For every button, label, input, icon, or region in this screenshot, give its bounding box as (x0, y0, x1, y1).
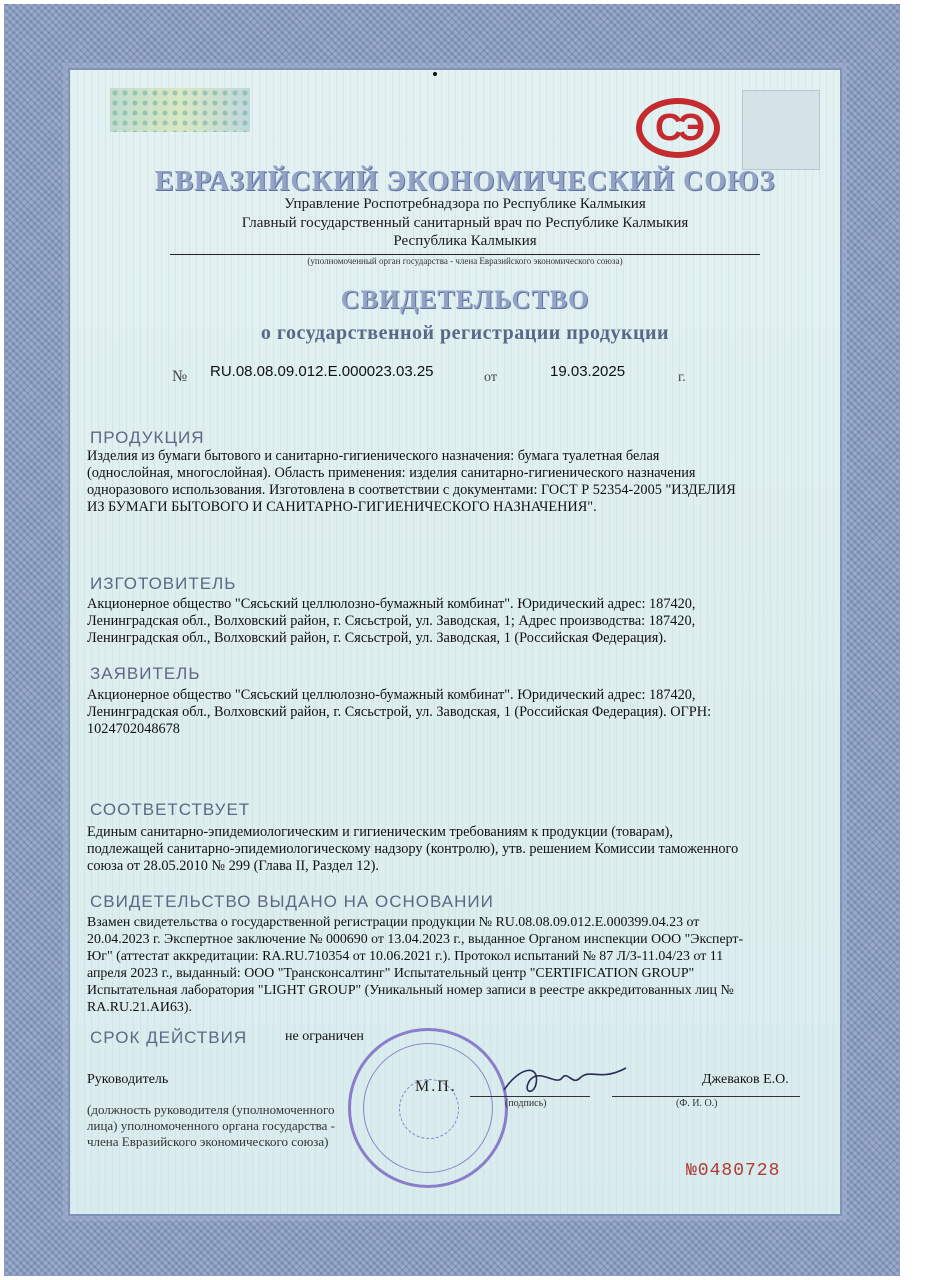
signer-name: Джеваков Е.О. (702, 1072, 789, 1087)
name-line (612, 1096, 800, 1097)
manufacturer-text (87, 596, 817, 647)
applicant-line: Акционерное общество "Сясьский целлюлозно-бумажный комбинат". Юридический адрес: 187420, (87, 687, 696, 703)
basis-line: Испытательная лаборатория "LIGHT GROUP" (Уникальный номер записи в реестре аккредитованных лиц № (87, 983, 734, 998)
basis-line: 20.04.2023 г. Экспертное заключение № 000690 от 13.04.2023 г., выданное Органом инспекции ООО "Эксперт- (87, 932, 744, 947)
certificate-title: СВИДЕТЕЛЬСТВО (340, 285, 590, 314)
hologram (110, 88, 250, 132)
role-note (87, 1102, 427, 1150)
corner-field (742, 90, 820, 170)
signer-role: Руководитель (87, 1072, 169, 1087)
authority-line-1: Управление Роспотребнадзора по Республике Калмыкия (284, 196, 646, 212)
manufacturer-heading: ИЗГОТОВИТЕЛЬ (90, 574, 237, 593)
authority-note: (уполномоченный орган государства - члена Евразийского экономического союза) (307, 256, 623, 266)
authority-rule (170, 254, 760, 255)
conforms-heading: СООТВЕТСТВУЕТ (90, 800, 251, 819)
product-text (87, 448, 817, 516)
signature-line (470, 1096, 590, 1097)
role-note-line: (должность руководителя (уполномоченного (87, 1102, 335, 1117)
authority-line-2: Главный государственный санитарный врач по Республике Калмыкия (241, 215, 689, 231)
applicant-text (87, 687, 817, 738)
basis-line: Юг" (аттестат аккредитации: RA.RU.710354 от 10.06.2021 г.). Протокол испытаний № 87 Л/З-11.04/23 от 11 (87, 949, 724, 964)
date-prefix: от (484, 370, 497, 385)
role-note-line: лица) уполномоченного органа государства - (87, 1118, 335, 1133)
serial-number: №0480728 (686, 1161, 781, 1181)
stamp-label: М.П. (415, 1078, 457, 1095)
product-line: ИЗ БУМАГИ БЫТОВОГО И САНИТАРНО-ГИГИЕНИЧЕСКОГО НАЗНАЧЕНИЯ". (87, 499, 597, 515)
basis-line: Взамен свидетельства о государственной регистрации продукции № RU.08.08.09.012.Е.000399.04.23 от (87, 915, 700, 930)
date-suffix: г. (678, 370, 686, 385)
signature-caption: (подпись) (505, 1098, 547, 1109)
union-title: ЕВРАЗИЙСКИЙ ЭКОНОМИЧЕСКИЙ СОЮЗ (154, 166, 776, 197)
product-line: Изделия из бумаги бытового и санитарно-гигиенического назначения: бумага туалетная белая (87, 448, 660, 464)
number-sign: № (172, 368, 188, 385)
basis-text (87, 914, 832, 1016)
validity-heading: СРОК ДЕЙСТВИЯ (90, 1028, 248, 1047)
manufacturer-line: Акционерное общество "Сясьский целлюлозно-бумажный комбинат". Юридический адрес: 187420, (87, 596, 696, 612)
manufacturer-line: Ленинградская обл., Волховский район, г. Сясьстрой, ул. Заводская, 1 (Российская Федерация). (87, 630, 667, 646)
applicant-line: 1024702048678 (87, 721, 180, 737)
validity-value: не ограничен (285, 1029, 364, 1044)
se-logo: СЭ (636, 98, 720, 158)
certificate-date: 19.03.2025 (550, 363, 626, 380)
name-caption: (Ф. И. О.) (676, 1098, 718, 1109)
product-heading: ПРОДУКЦИЯ (90, 428, 205, 447)
basis-line: RA.RU.21.АИ63). (87, 1000, 192, 1015)
conforms-line: Единым санитарно-эпидемиологическим и гигиеническим требованиям к продукции (товарам), (87, 824, 673, 840)
applicant-line: Ленинградская обл., Волховский район, г. Сясьстрой, ул. Заводская, 1 (Российская Федерация). ОГРН: (87, 704, 712, 720)
role-note-line: члена Евразийского экономического союза) (87, 1134, 329, 1149)
product-line: (однослойная, многослойная). Область применения: изделия санитарно-гигиенического назначения (87, 465, 696, 481)
conforms-text (87, 824, 817, 875)
applicant-heading: ЗАЯВИТЕЛЬ (90, 664, 201, 683)
authority-line-3: Республика Калмыкия (393, 233, 537, 249)
certificate-subtitle: о государственной регистрации продукции (260, 322, 670, 344)
manufacturer-line: Ленинградская обл., Волховский район, г. Сясьстрой, ул. Заводская, 1; Адрес производства: 187420, (87, 613, 696, 629)
basis-line: апреля 2023 г., выданный: ООО "Трансконсалтинг" Испытательный центр "CERTIFICATION GROUP" (87, 966, 695, 981)
conforms-line: подлежащей санитарно-эпидемиологическому надзору (контролю), утв. решением Комиссии таможенного (87, 841, 739, 857)
ink-dot (433, 72, 437, 76)
product-line: одноразового использования. Изготовлена в соответствии с документами: ГОСТ Р 52354-2005 "ИЗДЕЛИЯ (87, 482, 736, 498)
conforms-line: союза от 28.05.2010 № 299 (Глава II, Раздел 12). (87, 858, 379, 874)
basis-heading: СВИДЕТЕЛЬСТВО ВЫДАНО НА ОСНОВАНИИ (90, 892, 494, 911)
certificate-number: RU.08.08.09.012.Е.000023.03.25 (210, 363, 434, 380)
